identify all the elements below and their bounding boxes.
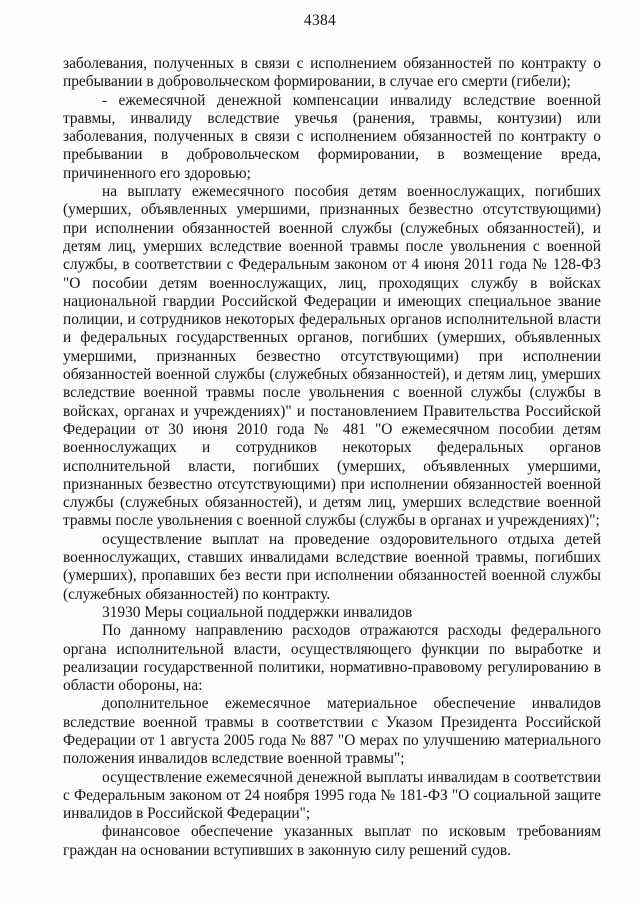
paragraph-court-decisions: финансовое обеспечение указанных выплат по исковым требованиям граждан на основании вступивших в законную силу решений судов. (63, 823, 601, 859)
section-heading: 31930 Меры социальной поддержки инвалидов (102, 603, 413, 621)
paragraph-section-intro: По данному направлению расходов отражаются расходы федерального органа исполнительной власти, осуществляющего функции по выработке и реализации государственной политики, нормативно-правовому регулированию в области обороны, на: (63, 622, 601, 695)
page-number: 4384 (303, 12, 337, 29)
paragraph-additional-support: дополнительное ежемесячное материальное обеспечение инвалидов вследствие военной травмы в соответствии с Указом Президента Российской Федерации от 1 августа 2005 года № 887 "О мерах по улучшению материального положения инвалидов вследствие военной травмы"; (63, 695, 601, 768)
paragraph-monthly-payment: осуществление ежемесячной денежной выплаты инвалидам в соответствии с Федеральным законом от 24 ноября 1995 года № 181-ФЗ "О социальной защите инвалидов в Российской Федерации"; (63, 768, 601, 823)
paragraph-continuation: заболевания, полученных в связи с исполнением обязанностей по контракту о пребывании в добровольческом формировании, в случае его смерти (гибели); (63, 55, 601, 91)
paragraph-child-allowance: на выплату ежемесячного пособия детям военнослужащих, погибших (умерших, объявленных умершими, признанных безвестно отсутствующими) при исполнении обязанностей военной службы (служебных обязанностей), и детям лиц, умерших вследствие военной травмы после увольнения с военной службы, в соответствии с Федеральным законом от 4 июня 2011 года № 128-ФЗ "О пособии детям военнослужащих, лиц, проходящих службу в войсках национальной гвардии Российской Федерации и имеющих специальное звание полиции, и сотрудников некоторых федеральных органов исполнительной власти и федеральных государственных органов, погибших (умерших, объявленных умершими, признанных безвестно отсутствующими) при исполнении обязанностей военной службы (служебных обязанностей), и детям лиц, умерших вследствие военной травмы после увольнения с военной службы (службы в войсках, органах и учреждениях)" и постановлением Правительства Российской Федерации от 30 июня 2010 года № 481 "О ежемесячном пособии детям военнослужащих и сотрудников некоторых федеральных органов исполнительной власти, погибших (умерших, объявленных умершими, признанных безвестно отсутствующими) при исполнении обязанностей военной службы (служебных обязанностей), и детям лиц, умерших вследствие военной травмы после увольнения с военной службы (службы в органах и учреждениях)"; (63, 183, 601, 530)
document-body (63, 55, 601, 860)
paragraph-disability-compensation: - ежемесячной денежной компенсации инвалиду вследствие военной травмы, инвалиду вследствие увечья (ранения, травмы, контузии) или заболевания, полученных в связи с исполнением обязанностей по контракту о пребывании в добровольческом формировании, в возмещение вреда, причиненного его здоровью; (63, 91, 601, 182)
paragraph-recreation-payments: осуществление выплат на проведение оздоровительного отдыха детей военнослужащих, ставших инвалидами вследствие военной травмы, погибших (умерших), пропавших без вести при исполнении обязанностей военной службы (служебных обязанностей) по контракту. (63, 530, 601, 603)
